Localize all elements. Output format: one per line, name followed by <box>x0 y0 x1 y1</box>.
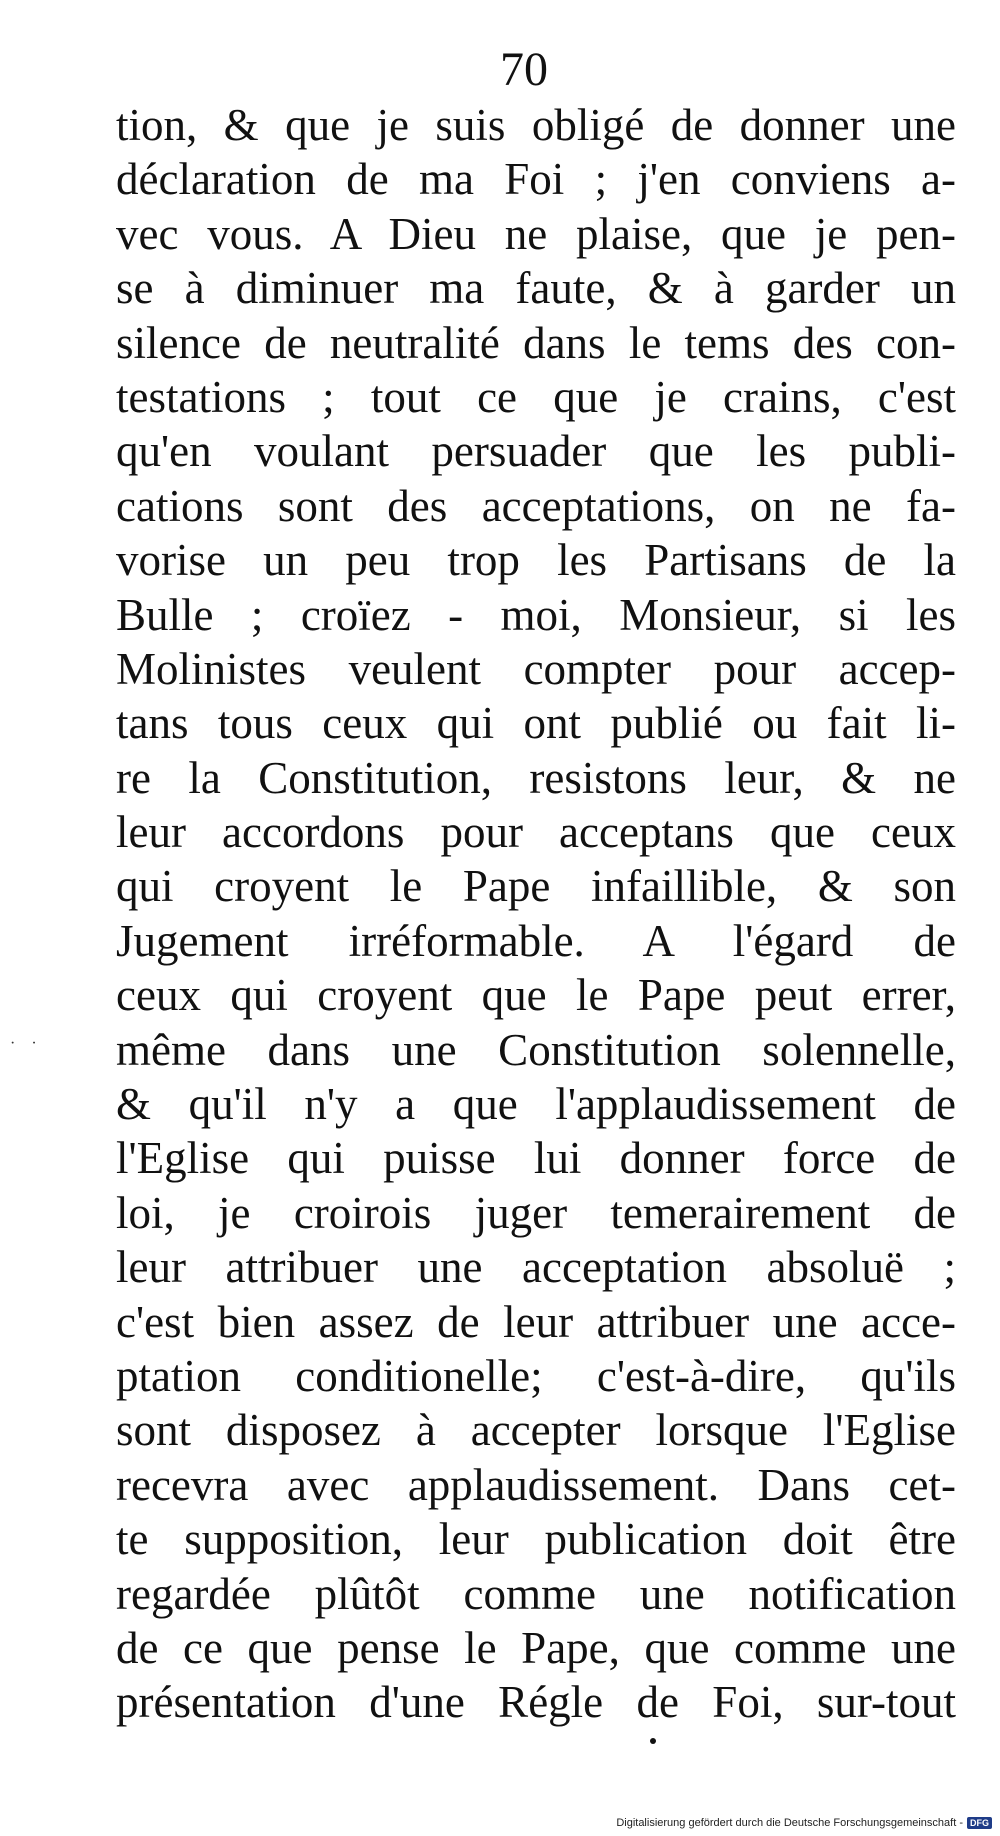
text-line: leur accordons pour acceptans que ceux <box>116 807 956 858</box>
text-line: Jugement irréformable. A l'égard de <box>116 915 956 966</box>
text-line: même dans une Constitution solennelle, <box>116 1024 956 1075</box>
text-line: tion, & que je suis obligé de donner une <box>116 100 956 150</box>
text-line: testations ; tout ce que je crains, c'est <box>116 371 956 422</box>
margin-speck: · · <box>10 1035 43 1052</box>
text-line: qui croyent le Pape infaillible, & son <box>116 861 956 912</box>
text-line: tans tous ceux qui ont publié ou fait li- <box>116 698 956 749</box>
text-line: cations sont des acceptations, on ne fa- <box>116 480 956 531</box>
text-line: c'est bien assez de leur attribuer une acce- <box>116 1296 956 1347</box>
text-line: ptation conditionelle; c'est-à-dire, qu'ils <box>116 1350 956 1401</box>
text-line: présentation d'une Régle de Foi, sur-tout <box>116 1677 956 1728</box>
text-line: te supposition, leur publication doit être <box>116 1514 956 1565</box>
text-line: l'Eglise qui puisse lui donner force de <box>116 1133 956 1184</box>
text-line: vec vous. A Dieu ne plaise, que je pen- <box>116 208 956 259</box>
text-line: recevra avec applaudissement. Dans cet- <box>116 1459 956 1510</box>
text-line: silence de neutralité dans le tems des con- <box>116 317 956 368</box>
text-line: vorise un peu trop les Partisans de la <box>116 535 956 586</box>
text-line: sont disposez à accepter lorsque l'Eglise <box>116 1405 956 1456</box>
text-line: ceux qui croyent que le Pape peut errer, <box>116 970 956 1021</box>
dfg-logo-icon: DFG <box>967 1817 992 1829</box>
footer-credit: Digitalisierung gefördert durch die Deutsche Forschungsgemeinschaft - <box>616 1817 963 1829</box>
text-line: qu'en voulant persuader que les publi- <box>116 426 956 477</box>
text-line: loi, je croirois juger temerairement de <box>116 1187 956 1238</box>
text-line: re la Constitution, resistons leur, & ne <box>116 752 956 803</box>
ink-dot <box>650 1738 656 1744</box>
text-line: de ce que pense le Pape, que comme une <box>116 1622 956 1673</box>
page-number: 70 <box>500 43 548 96</box>
text-line: & qu'il n'y a que l'applaudissement de <box>116 1079 956 1130</box>
text-line: se à diminuer ma faute, & à garder un <box>116 263 956 314</box>
text-line: déclaration de ma Foi ; j'en conviens a- <box>116 154 956 205</box>
text-line: leur attribuer une acceptation absoluë ; <box>116 1242 956 1293</box>
text-line: Molinistes veulent compter pour accep- <box>116 643 956 694</box>
digitization-footer <box>616 1816 992 1830</box>
text-line: Bulle ; croïez - moi, Monsieur, si les <box>116 589 956 640</box>
text-line: regardée plûtôt comme une notification <box>116 1568 956 1619</box>
body-text <box>116 98 956 1730</box>
